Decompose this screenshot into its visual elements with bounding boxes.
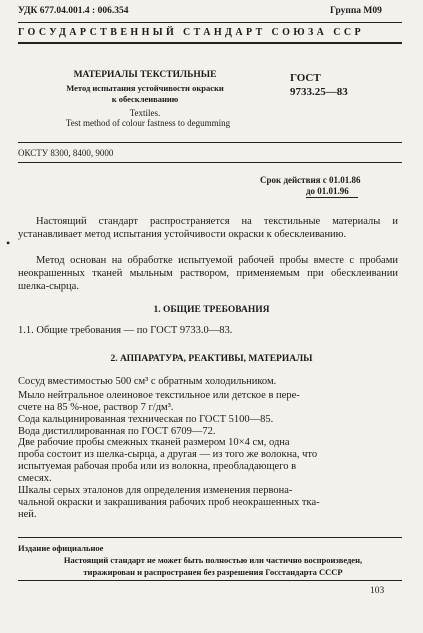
section-1-text: 1.1. Общие требования — по ГОСТ 9733.0—83. (18, 325, 233, 336)
validity-underline (306, 197, 358, 198)
validity-start: Срок действия с 01.01.86 (260, 175, 361, 185)
document-subtitle-line1: Метод испытания устойчивости окраски (66, 83, 224, 93)
state-standard-heading: ГОСУДАРСТВЕННЫЙ СТАНДАРТ СОЮЗА ССР (18, 27, 364, 38)
section-2-line: Мыло нейтральное олеиновое текстильное или детское в пере- (18, 390, 300, 401)
gost-number: 9733.25—83 (290, 86, 348, 98)
section-2-line: испытуемая рабочая проба или из волокна, преобладающего в (18, 461, 297, 472)
group-code: Группа М09 (330, 6, 382, 16)
intro-paragraph-1: Настоящий стандарт распространяется на текстильные материалы и устанавливает метод испытания устойчивости окраски к обесклеиванию. (18, 216, 398, 241)
gost-label: ГОСТ (290, 72, 321, 84)
okstu-codes: ОКСТУ 8300, 8400, 9000 (18, 148, 114, 158)
footer-bottom-rule (18, 580, 402, 581)
section-2-line: Сосуд вместимостью 500 см³ с обратным холодильником. (18, 376, 277, 387)
section-2-line: Сода кальцинированная техническая по ГОСТ 5100—85. (18, 414, 274, 425)
section-2-line: Вода дистиллированная по ГОСТ 6709—72. (18, 426, 216, 437)
intro-paragraph-2: Метод основан на обработке испытуемой рабочей пробы вместе с пробами неокрашенных тканей мыльным раствором, применяемым при обесклеивании шелка-сырца. (18, 255, 398, 293)
section-2-line: счете на 85 %-ное, раствор 7 г/дм³. (18, 402, 174, 413)
page-number: 103 (370, 586, 385, 596)
margin-mark: • (6, 236, 11, 250)
section-1-heading: 1. ОБЩИЕ ТРЕБОВАНИЯ (153, 305, 270, 315)
udk-code: УДК 677.04.001.4 : 006.354 (18, 6, 129, 16)
footer-rule (18, 537, 402, 538)
document-title: МАТЕРИАЛЫ ТЕКСТИЛЬНЫЕ (73, 70, 217, 80)
english-title-line1: Textiles. (129, 108, 161, 118)
document-subtitle-line2: к обесклеиванию (111, 94, 179, 104)
section-2-line: смесях. (18, 473, 52, 484)
section-2-heading: 2. АППАРАТУРА, РЕАКТИВЫ, МАТЕРИАЛЫ (110, 354, 313, 364)
section-2-line: Шкалы серых эталонов для определения изменения первона- (18, 485, 293, 496)
okstu-bottom-rule (18, 162, 402, 163)
edition-label: Издание официальное (18, 543, 104, 553)
section-2-line: Две рабочие пробы смежных тканей размером 10×4 см, одна (18, 437, 290, 448)
validity-end: до 01.01.96 (306, 186, 349, 196)
section-2-line: чальной окраски и закрашивания рабочих проб неокрашенных тка- (18, 497, 320, 508)
copyright-notice-line1: Настоящий стандарт не может быть полностью или частично воспроизведен, (63, 555, 363, 565)
top-rule (18, 22, 402, 23)
section-2-line: ней. (18, 509, 37, 520)
header-rule (18, 42, 402, 44)
okstu-rule (18, 142, 402, 143)
section-2-line: проба состоит из шелка-сырца, а другая — из того же волокна, что (18, 449, 318, 460)
copyright-notice-line2: тиражирован и распространен без разрешения Госстандарта СССР (83, 567, 343, 577)
english-title-line2: Test method of colour fastness to degumming (65, 118, 231, 128)
